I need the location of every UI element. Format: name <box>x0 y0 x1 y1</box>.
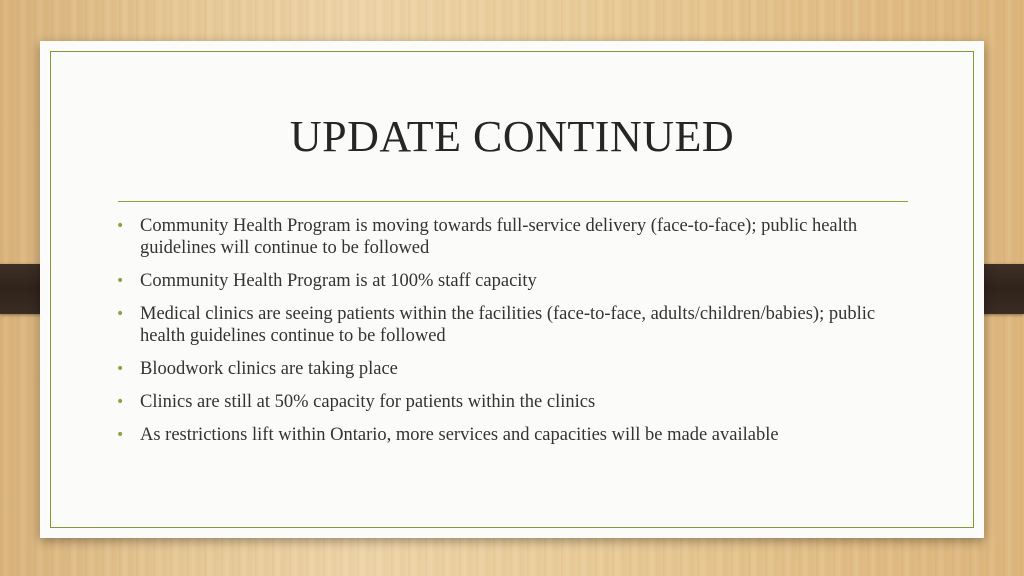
bullet-text: Medical clinics are seeing patients within the facilities (face-to-face, adults/children/babies); public health guidelines continue to be followed <box>140 304 876 346</box>
bullet-dot-icon: • <box>116 218 125 234</box>
bullet-dot-icon: • <box>116 306 125 322</box>
bullet-text: As restrictions lift within Ontario, more services and capacities will be made available <box>140 425 779 445</box>
bullet-text: Community Health Program is at 100% staff capacity <box>140 271 537 291</box>
bullet-item <box>114 270 914 292</box>
bullet-item <box>114 303 914 347</box>
bullet-item <box>114 215 914 259</box>
bullet-item <box>114 391 914 413</box>
slide-title: UPDATE CONTINUED <box>289 112 735 161</box>
bullet-dot-icon: • <box>116 427 125 443</box>
bullet-item <box>114 358 914 380</box>
bullet-dot-icon: • <box>116 394 125 410</box>
bullet-list <box>114 215 914 457</box>
bullet-item <box>114 424 914 446</box>
bullet-text: Clinics are still at 50% capacity for patients within the clinics <box>140 392 596 412</box>
bullet-dot-icon: • <box>116 361 125 377</box>
bullet-text: Community Health Program is moving towards full-service delivery (face-to-face); public health guidelines will continue to be followed <box>140 216 858 258</box>
bullet-dot-icon: • <box>116 273 125 289</box>
slide-card <box>40 41 984 538</box>
title-divider <box>118 201 908 202</box>
bullet-text: Bloodwork clinics are taking place <box>140 359 398 379</box>
